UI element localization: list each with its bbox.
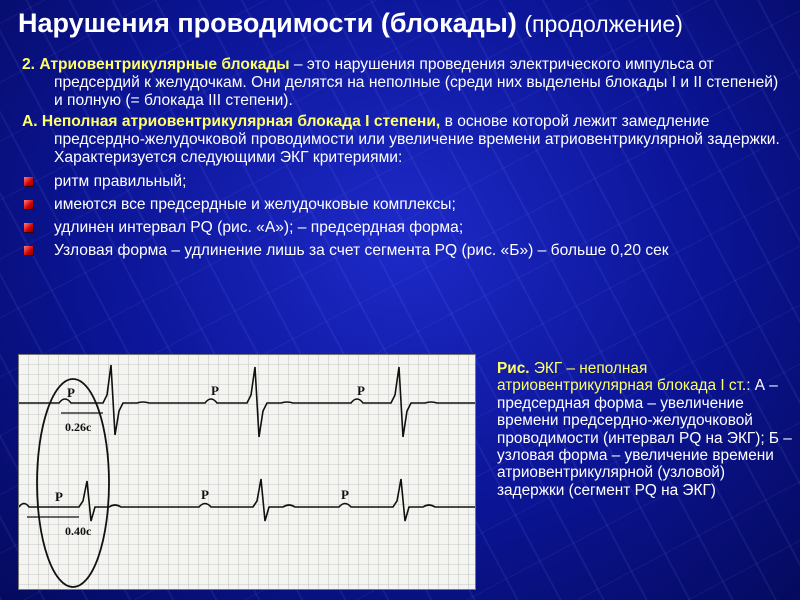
p-wave-label: P: [201, 487, 209, 502]
paragraph-av-blocks-text: – это нарушения проведения электрического импульса от предсердий к желудочкам. Они делятся на неполные (среди них выделены блокады I и II степеней) и полную (= блокада III степени).: [54, 56, 779, 109]
interval-a-label: 0.26c: [65, 420, 92, 434]
ecg-figure: [18, 354, 476, 590]
paragraph-av-blocks: [22, 56, 782, 110]
ecg-criteria-list: [22, 173, 782, 260]
p-wave-label: P: [357, 383, 365, 398]
square-bullet-icon: [24, 223, 33, 232]
square-bullet-icon: [24, 200, 33, 209]
title-subtitle: (продолжение): [524, 11, 683, 37]
caption-title: ЭКГ – неполная атриовентрикулярная блокада I ст.: [497, 360, 747, 395]
list-item-text: имеются все предсердные и желудочковые комплексы;: [54, 196, 456, 213]
list-item: [22, 196, 782, 214]
p-wave-label: P: [341, 487, 349, 502]
p-wave-label: P: [211, 383, 219, 398]
list-item: [22, 242, 782, 260]
ecg-trace-image: [19, 355, 475, 589]
paragraph-first-degree-lead: А. Неполная атриовентрикулярная блокада I степени,: [22, 113, 441, 130]
list-item: [22, 173, 782, 191]
square-bullet-icon: [24, 246, 33, 255]
ecg-grid: [19, 355, 475, 589]
figure-caption: [497, 360, 795, 499]
p-wave-label: P: [67, 385, 75, 400]
paragraph-first-degree-text: в основе которой лежит замедление предсердно-желудочковой проводимости или увеличение времени атриовентрикулярной задержки. Характеризуется следующими ЭКГ критериями:: [54, 113, 780, 166]
slide-content: [22, 56, 782, 265]
caption-lead: Рис.: [497, 360, 530, 377]
p-wave-label: P: [55, 489, 63, 504]
caption-text: : А – предсердная форма – увеличение времени предсердно-желудочковой проводимости (интервал PQ на ЭКГ); Б – узловая форма – увеличение времени атриовентрикулярной (узловой) задержки (сегмент PQ на ЭКГ): [497, 377, 792, 499]
square-bullet-icon: [24, 177, 33, 186]
list-item: [22, 219, 782, 237]
list-item-text: Узловая форма – удлинение лишь за счет сегмента PQ (рис. «Б») – больше 0,20 сек: [54, 242, 669, 259]
title-main: Нарушения проводимости (блокады): [18, 8, 517, 38]
list-item-text: удлинен интервал PQ (рис. «А»); – предсердная форма;: [54, 219, 464, 236]
slide-title: [18, 8, 683, 39]
list-item-text: ритм правильный;: [54, 173, 187, 190]
interval-b-label: 0.40c: [65, 524, 92, 538]
paragraph-first-degree: [22, 113, 782, 167]
paragraph-av-blocks-lead: 2. Атриовентрикулярные блокады: [22, 56, 290, 73]
